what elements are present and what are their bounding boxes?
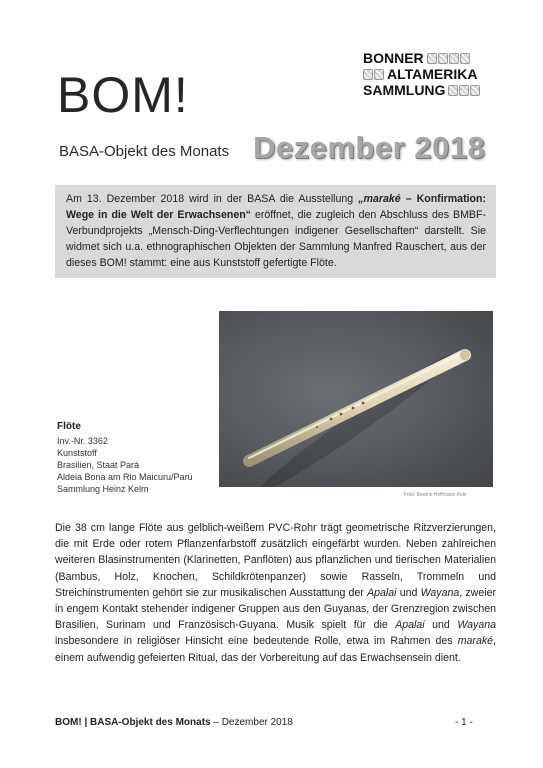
body-text-part: , einem aufwendig gefeierten Ritual, das der Vorbereitung auf das Erwachsensein dient. <box>55 635 496 664</box>
body-text <box>55 520 496 666</box>
caption-collection: Sammlung Heinz Kelm <box>57 484 149 494</box>
footer-brand: BOM! | BASA-Objekt des Monats <box>55 717 211 728</box>
intro-text-2: eröffnet, die zugleich den Abschluss des BMBF-Verbundprojekts „Mensch-Ding-Verflechtungen indigener Gesellschaften“ darstellt. Sie widmet sich u.a. ethnographischen Objekten der Sammlung Manfred Rauschert, aus der dieses BOM! stammt: eine aus Kunststoff gefertigte Flöte. <box>66 209 486 269</box>
body-text-part: Die 38 cm lange Flöte aus gelblich-weißem PVC-Rohr trägt geometrische Ritzverzierungen, die mit Erde oder rotem Pflanzenfarbstoff zusätzlich eingefärbt wurden. Neben zahlreichen weiteren Blasinstrumenten (Klarinetten, Panflöten) aus pflanzlichen und tierischen Materialien (Bambus, Holz, Knochen, Schildkrötenpanzer) sowie Rasseln, Trommeln und Streichinstrumenten gehört sie zur musikalischen Ausstattung der <box>55 522 496 599</box>
caption-material: Kunststoff <box>57 448 97 458</box>
caption-inv-number: Inv.-Nr. 3362 <box>57 436 108 446</box>
body-term-marake: maraké <box>457 635 494 648</box>
logo-line-3: SAMMLUNG <box>363 82 446 98</box>
caption-region: Brasilien, Staat Pará <box>57 460 140 470</box>
body-term-apalai: Apalai <box>395 619 425 632</box>
body-text-part: , zweier in engem Kontakt stehender indigener Gruppen aus den Guyanas, der Grenzregion zwischen Brasilien, Surinam und Französisch-Guyana. Musik spielt für die <box>55 586 496 632</box>
caption-title: Flöte <box>57 421 81 432</box>
institution-logo <box>363 50 503 98</box>
intro-exhibition-title: – Konfirmation: Wege in die Welt der Erwachsenen“ <box>66 193 487 221</box>
intro-text-1: Am 13. Dezember 2018 wird in der BASA die Ausstellung <box>66 193 359 205</box>
issue-month: Dezember 2018 <box>253 130 486 165</box>
footer-date: – Dezember 2018 <box>210 717 293 728</box>
page-number: - 1 - <box>455 717 473 728</box>
body-text-part: und <box>396 586 421 599</box>
flute-photo <box>219 311 493 487</box>
intro-exhibition-italic: „maraké <box>358 193 401 205</box>
body-term-wayana: Wayana <box>420 586 460 599</box>
logo-glyphs-3 <box>448 85 480 96</box>
brand-subtitle: BASA-Objekt des Monats <box>59 143 230 160</box>
body-term-apalai: Apalai <box>367 586 397 599</box>
body-text-part: und <box>424 619 458 632</box>
body-term-wayana: Wayana <box>457 619 496 632</box>
logo-glyphs-1 <box>427 53 470 64</box>
intro-box <box>55 185 496 278</box>
body-text-part: insbesondere in religiöser Hinsicht eine bedeutende Rolle, etwa im Rahmen des <box>55 635 458 648</box>
photo-credit: Foto: Beatrix Hoffmann-Ihde <box>404 492 467 498</box>
brand-title: BOM! <box>57 67 189 123</box>
logo-line-1: BONNER <box>363 50 424 66</box>
logo-line-2: ALTAMERIKA <box>387 66 478 82</box>
caption-village: Aldeia Bona am Rio Maicuru/Parú <box>57 472 193 482</box>
logo-glyphs-2 <box>363 69 384 80</box>
flute-image <box>219 311 493 487</box>
footer-title <box>55 717 293 728</box>
